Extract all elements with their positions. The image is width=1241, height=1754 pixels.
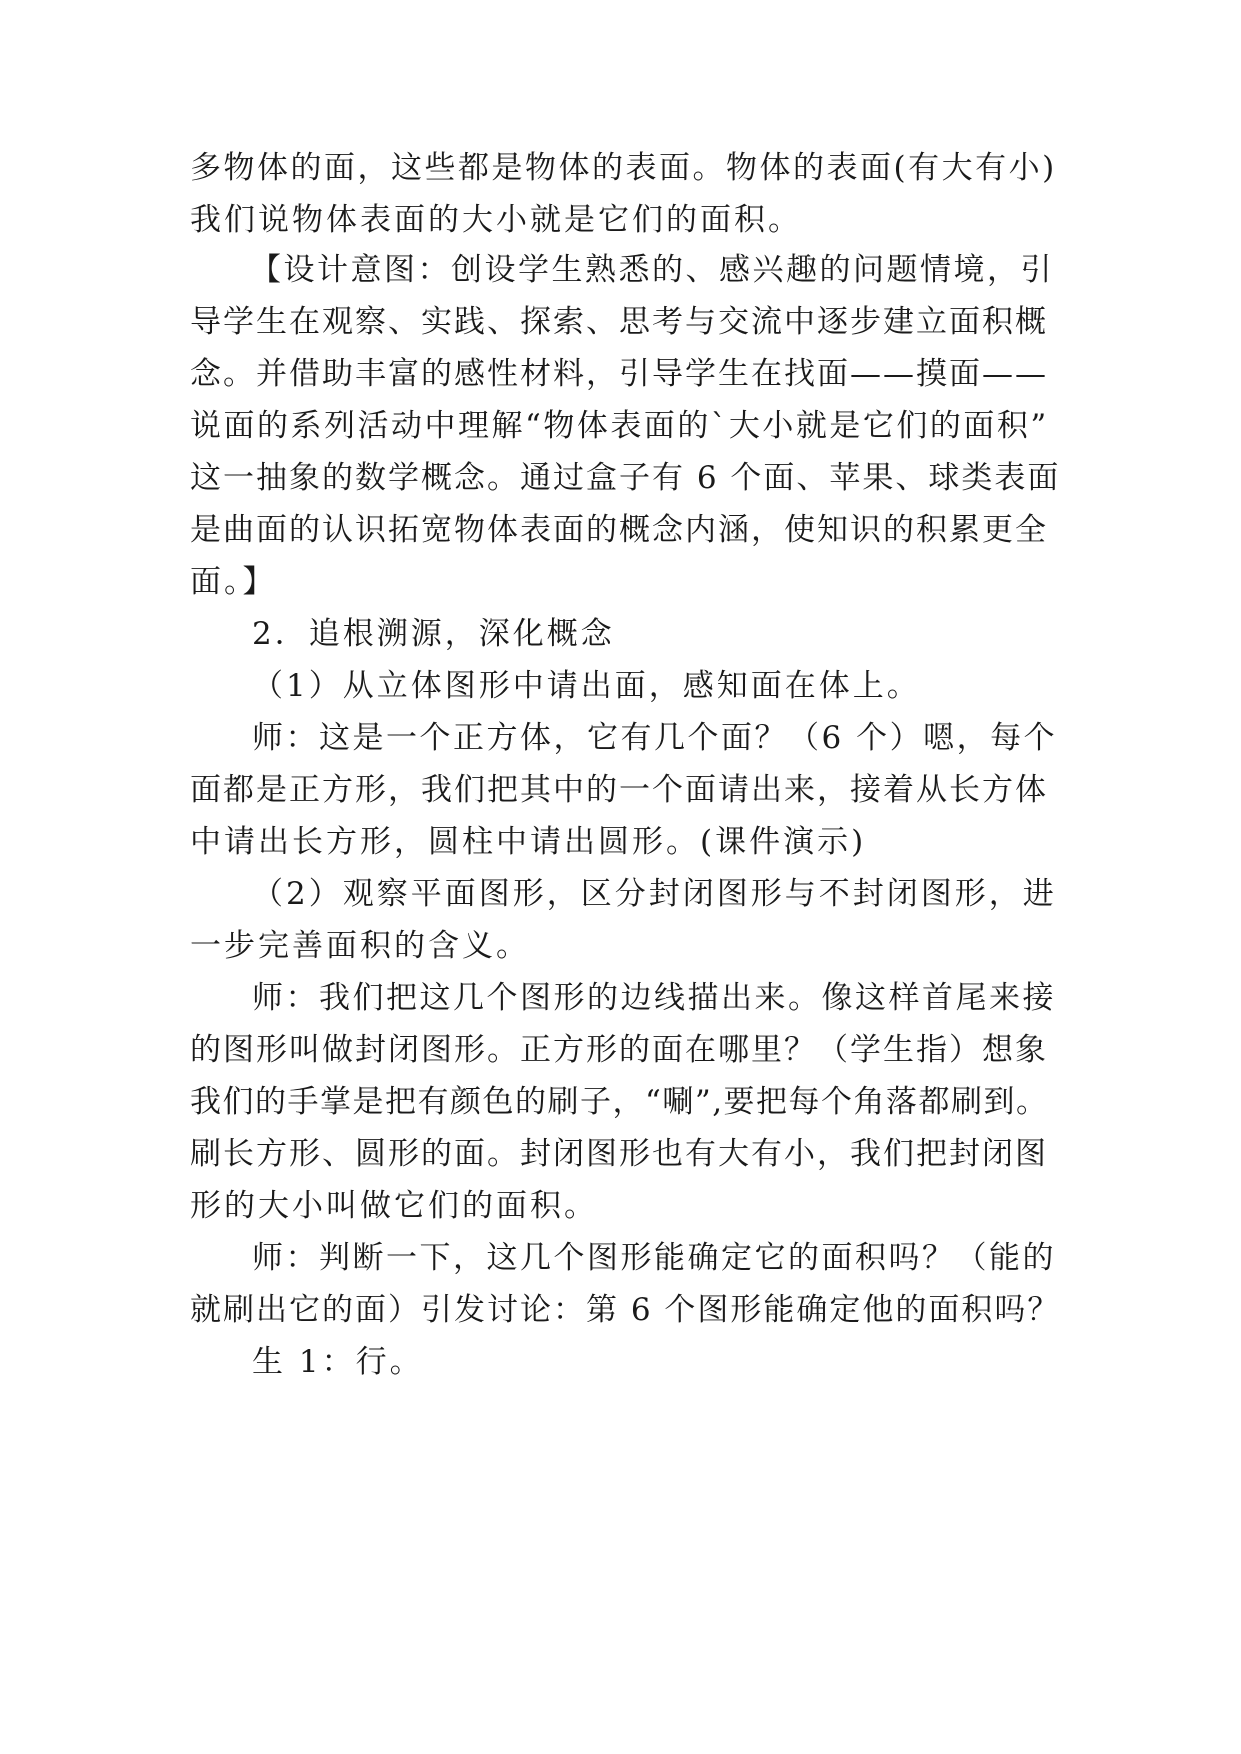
text-line: 生 1：行。 [252,1344,424,1380]
text-line: 面。】 [190,564,277,600]
text-line: 一步完善面积的含义。 [190,928,530,964]
text-line: 我们说物体表面的大小就是它们的面积。 [190,202,802,238]
text-line: （1）从立体图形中请出面，感知面在体上。 [252,668,921,704]
text-line: 念。并借助丰富的感性材料，引导学生在找面——摸面—— [190,356,1048,392]
text-line: 多物体的面，这些都是物体的表面。物体的表面(有大有小) [190,150,1057,186]
text-line: 师：我们把这几个图形的边线描出来。像这样首尾来接 [252,980,1056,1016]
section-heading: 2．追根溯源，深化概念 [252,616,615,652]
text-line: 导学生在观察、实践、探索、思考与交流中逐步建立面积概 [190,304,1048,340]
text-line: 说面的系列活动中理解“物体表面的`大小就是它们的面积” [190,408,1049,444]
text-line: 师：这是一个正方体，它有几个面？（6 个）嗯，每个 [252,720,1058,756]
text-line: 【设计意图：创设学生熟悉的、感兴趣的问题情境，引 [250,252,1054,288]
text-line: （2）观察平面图形，区分封闭图形与不封闭图形，进 [252,876,1057,912]
text-line: 的图形叫做封闭图形。正方形的面在哪里？（学生指）想象 [190,1032,1048,1068]
text-line: 刷长方形、圆形的面。封闭图形也有大有小，我们把封闭图 [190,1136,1048,1172]
text-line: 师：判断一下，这几个图形能确定它的面积吗？（能的 [252,1240,1056,1276]
text-line: 中请出长方形，圆柱中请出圆形。(课件演示) [190,824,867,860]
text-line: 这一抽象的数学概念。通过盒子有 6 个面、苹果、球类表面 [190,460,1061,496]
text-line: 就刷出它的面）引发讨论：第 6 个图形能确定他的面积吗？ [190,1292,1061,1328]
text-line: 是曲面的认识拓宽物体表面的概念内涵，使知识的积累更全 [190,512,1048,548]
text-line: 我们的手掌是把有颜色的刷子，“唰”,要把每个角落都刷到。 [190,1084,1049,1120]
text-line: 面都是正方形，我们把其中的一个面请出来，接着从长方体 [190,772,1048,808]
text-line: 形的大小叫做它们的面积。 [190,1188,598,1224]
